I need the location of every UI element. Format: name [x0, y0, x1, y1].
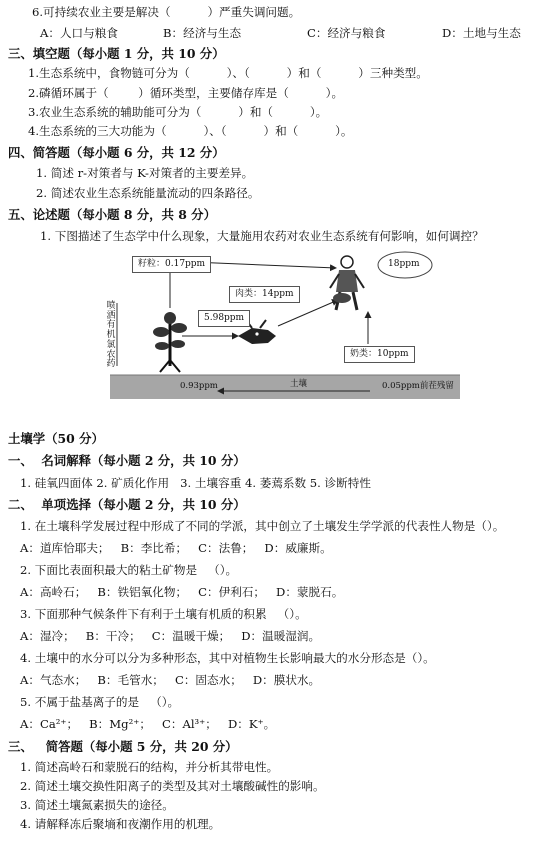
short-answer-section-title: 四、简答题（每小题 6 分，共 12 分）	[8, 145, 225, 160]
soil-s2-q5-options: A：Ca²⁺； B：Mg²⁺； C：Al³⁺； D：K⁺。	[20, 717, 276, 731]
fill-item-2: 2.磷循环属于（ ）循环类型，主要储存库是（ ）。	[28, 86, 344, 100]
soil-s1-title: 一、 名词解释（每小题 2 分，共 10 分）	[8, 453, 246, 468]
soil-s2-q2: 2. 下面比表面积最大的粘土矿物是 （）。	[20, 563, 238, 577]
soil-s1-terms: 1. 硅氧四面体 2. 矿质化作用 3. 土壤容重 4. 萎蔫系数 5. 诊断特性	[20, 476, 371, 490]
soil-s2-q1: 1. 在土壤科学发展过程中形成了不同的学派，其中创立了土壤发生学学派的代表性人物是（）。	[20, 519, 505, 533]
seed-value: 籽粒：0.17ppm	[132, 256, 211, 273]
fill-section-title: 三、填空题（每小题 1 分，共 10 分）	[8, 46, 225, 61]
milk-value: 奶类：10ppm	[344, 346, 415, 363]
biomagnification-diagram	[106, 248, 460, 400]
soil-s2-q5: 5. 不属于盐基离子的是 （）。	[20, 695, 180, 709]
soil-label: 土壤	[290, 379, 308, 389]
soil-s2-q3-options: A：湿冷； B：干冷； C：温暖干燥； D：温暖湿润。	[20, 629, 321, 643]
soil-s2-title: 二、 单项选择（每小题 2 分，共 10 分）	[8, 497, 246, 512]
question-6: 6.可持续农业主要是解决（ ）严重失调问题。	[32, 5, 301, 19]
soil-s2-q3: 3. 下面那种气候条件下有利于土壤有机质的积累 （）。	[20, 607, 307, 621]
q6-option-d: D：土地与生态	[442, 26, 521, 40]
meat-value: 肉类：14ppm	[229, 286, 300, 303]
fill-item-4: 4.生态系统的三大功能为（ ）、（ ）和（ ）。	[28, 124, 353, 138]
short-answer-item-1: 1. 简述 r-对策者与 K-对策者的主要差异。	[36, 166, 254, 180]
soil-s2-q1-options: A：道库恰耶夫； B：李比希； C：法鲁； D：威廉斯。	[20, 541, 332, 555]
soil-s2-q4: 4. 土壤中的水分可以分为多种形态，其中对植物生长影响最大的水分形态是（）。	[20, 651, 435, 665]
q6-option-a: A：人口与粮食	[40, 26, 118, 40]
short-answer-item-2: 2. 简述农业生态系统能量流动的四条路径。	[36, 186, 260, 200]
soil-s3-item-1: 1. 简述高岭石和蒙脱石的结构，并分析其带电性。	[20, 760, 279, 774]
spray-label: 喷洒有机氯农药	[106, 301, 116, 370]
essay-question-1: 1. 下图描述了生态学中什么现象，大量施用农药对农业生态系统有何影响，如何调控？	[40, 229, 484, 243]
soil-s3-item-4: 4. 请解释冻后聚墒和夜潮作用的机理。	[20, 817, 221, 831]
plant-icon	[153, 312, 187, 372]
soil-s3-item-3: 3. 简述土壤氮素损失的途径。	[20, 798, 174, 812]
soil-s3-title: 三、 简答题（每小题 5 分，共 20 分）	[8, 739, 238, 754]
fill-item-3: 3.农业生态系统的辅助能可分为（ ）和（ ）。	[28, 105, 328, 119]
soil-right-value: 0.05ppm前茬残留	[382, 381, 454, 391]
q6-option-c: C：经济与粮食	[307, 26, 386, 40]
cow-value: 5.98ppm	[198, 310, 250, 327]
fill-item-1: 1.生态系统中，食物链可分为（ ）、（ ）和（ ）三种类型。	[28, 66, 428, 80]
arrow-cow-to-human	[278, 300, 338, 326]
q6-option-b: B：经济与生态	[163, 26, 242, 40]
essay-section-title: 五、论述题（每小题 8 分，共 8 分）	[8, 207, 216, 222]
human-value: 18ppm	[388, 259, 420, 269]
soil-science-title: 土壤学（50 分）	[8, 431, 104, 446]
human-icon	[330, 256, 364, 310]
soil-s2-q2-options: A：高岭石； B：铁铝氧化物； C：伊利石； D：蒙脱石。	[20, 585, 344, 599]
soil-s3-item-2: 2. 简述土壤交换性阳离子的类型及其对土壤酸碱性的影响。	[20, 779, 325, 793]
soil-s2-q4-options: A：气态水； B：毛管水； C：固态水； D：膜状水。	[20, 673, 321, 687]
soil-left-value: 0.93ppm	[180, 381, 218, 391]
